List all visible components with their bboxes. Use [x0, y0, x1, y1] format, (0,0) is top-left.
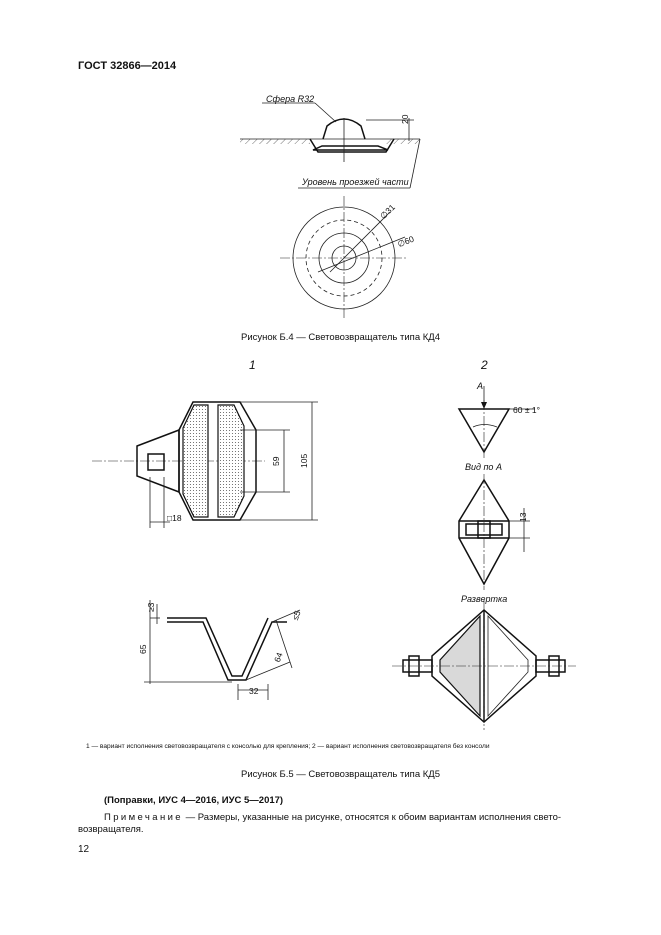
- kd5-variant1-profile: [144, 600, 300, 700]
- dim-32: 32: [249, 686, 259, 696]
- dim-5: ≤5: [290, 609, 303, 622]
- sphere-label: Сфера R32: [266, 94, 315, 104]
- variant-2-number: 2: [481, 358, 488, 372]
- dim-13: 13: [518, 512, 528, 522]
- dim-height: 20: [400, 114, 410, 124]
- road-level-label: Уровень проезжей части: [302, 177, 409, 187]
- note-line-1: [104, 812, 561, 823]
- note-line-2: возвращателя.: [78, 824, 144, 835]
- dim-diameter-60: ∅60: [396, 233, 416, 250]
- dim-angle: 60 ± 1°: [513, 405, 540, 415]
- amendments-note: (Поправки, ИУС 4—2016, ИУС 5—2017): [104, 795, 284, 806]
- variant-1-number: 1: [249, 358, 256, 372]
- page-number: 12: [78, 844, 90, 855]
- note-label: Примечание: [104, 812, 183, 823]
- view-arrow-label: А: [477, 381, 484, 391]
- kd5-variant2-view-a: [459, 474, 530, 590]
- dim-diameter-31: ∅31: [378, 202, 397, 222]
- dim-65: 65: [138, 644, 148, 654]
- view-a-label: Вид по А: [465, 462, 502, 472]
- dim-105: 105: [299, 453, 309, 468]
- dim-18: □18: [167, 513, 182, 523]
- standard-header: ГОСТ 32866—2014: [78, 60, 177, 72]
- unfold-label: Развертка: [461, 594, 508, 604]
- note-text-1: — Размеры, указанные на рисунке, относятся к обоим вариантам исполнения свето-: [183, 812, 562, 823]
- kd5-variant2-unfolded: [392, 600, 576, 730]
- kd5-variant2-triangle: [459, 386, 535, 460]
- kd4-side-view: [240, 103, 420, 188]
- figure-b5-legend: 1 — вариант исполнения световозвращателя с консолью для крепления; 2 — вариант исполнения световозвращателя без консоли: [86, 743, 490, 750]
- dim-3: ≥3: [146, 602, 156, 612]
- dim-59: 59: [271, 456, 281, 466]
- figure-b5-caption: Рисунок Б.5 — Световозвращатель типа КД5: [241, 769, 440, 780]
- kd5-variant1-front: [92, 402, 318, 528]
- figure-b4-caption: Рисунок Б.4 — Световозвращатель типа КД4: [241, 332, 440, 343]
- dim-64: 64: [272, 651, 285, 664]
